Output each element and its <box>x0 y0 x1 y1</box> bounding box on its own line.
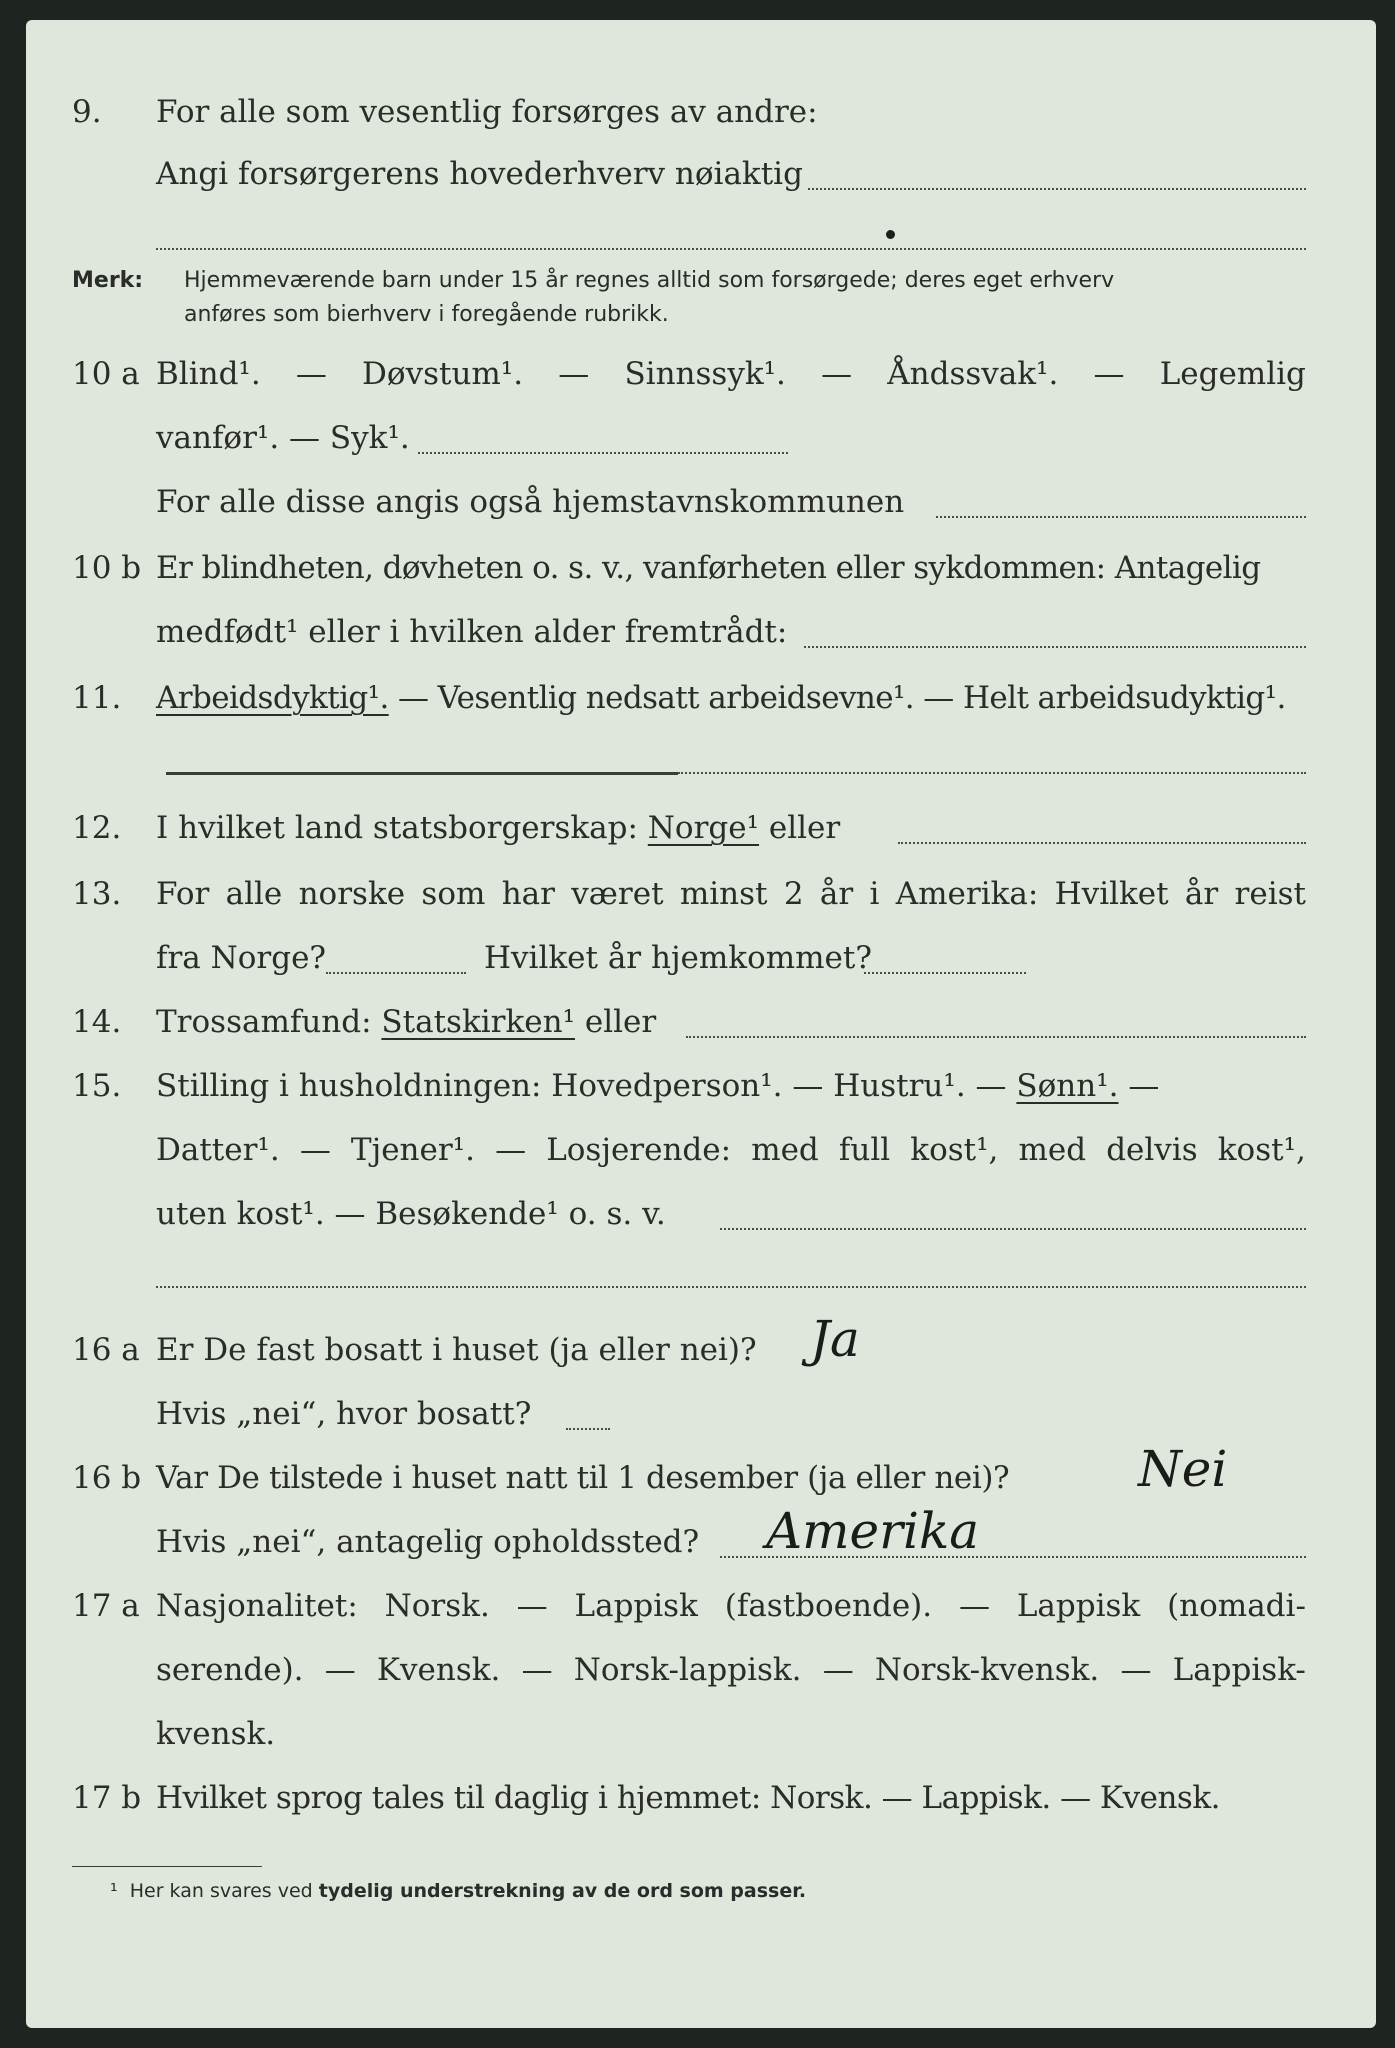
q16b-number: 16 b <box>72 1460 142 1496</box>
q16b-handwritten-answer-1[interactable]: Nei <box>1138 1440 1228 1498</box>
q10b-number: 10 b <box>72 550 142 586</box>
word: Døvstum¹. <box>362 356 524 392</box>
word: Norsk-kvensk. <box>874 1652 1100 1688</box>
q16a-text-1: Er De fast bosatt i huset (ja eller nei)? <box>156 1332 757 1368</box>
footnote-mark: ¹ <box>110 1880 118 1902</box>
q10b-text-1: Er blindheten, døvheten o. s. v., vanførheten eller sykdommen: Antagelig <box>156 550 1261 586</box>
q10b-line2 <box>26 610 1376 670</box>
q10a-kommune-line[interactable] <box>936 516 1306 518</box>
footnote-bold-text: tydelig understrekning av de ord som passer. <box>318 1880 807 1902</box>
word: Lappisk- <box>1172 1652 1306 1688</box>
q9-number: 9. <box>72 94 102 130</box>
form-page <box>26 20 1376 2028</box>
word: — <box>1120 1652 1152 1688</box>
q17b-text-1: Hvilket sprog tales til daglig i hjemmet: Norsk. — Lappisk. — Kvensk. <box>156 1780 1220 1816</box>
q13-text-1 <box>156 876 1306 912</box>
word: full <box>838 1132 891 1168</box>
word: kost¹, <box>910 1132 999 1168</box>
word: som <box>421 876 486 912</box>
word: Lappisk <box>574 1588 698 1624</box>
word: Legemlig <box>1159 356 1306 392</box>
q16b-text-1: Var De tilstede i huset natt til 1 desember (ja eller nei)? <box>156 1460 1010 1496</box>
q9-line2 <box>26 152 1376 212</box>
q10a-answer-line[interactable] <box>418 452 788 454</box>
q15-number: 15. <box>72 1068 122 1104</box>
word: Hvilket <box>1054 876 1169 912</box>
q10a-text-3: For alle disse angis også hjemstavnskommunen <box>156 484 905 520</box>
q16a-handwritten-answer[interactable]: Ja <box>810 1310 860 1368</box>
q9-text-2: Angi forsørgerens hovederhverv nøiaktig <box>156 156 803 192</box>
q12-text <box>156 810 840 846</box>
word: kost¹, <box>1217 1132 1306 1168</box>
q15-text-1b: — <box>1118 1068 1160 1104</box>
q11-answer-line-b[interactable] <box>678 772 1306 774</box>
q12-line <box>26 806 1376 866</box>
q16b-line2 <box>26 1502 1376 1580</box>
word: (nomadi- <box>1167 1588 1306 1624</box>
word: — <box>1093 356 1125 392</box>
q15-answer-line[interactable] <box>720 1228 1306 1230</box>
word: Blind¹. <box>156 356 261 392</box>
word: — <box>516 1588 548 1624</box>
word: Norsk. <box>384 1588 490 1624</box>
q15-text-1a: Stilling i husholdningen: Hovedperson¹. — Hustru¹. — <box>156 1068 1017 1104</box>
q11-line <box>26 676 1376 736</box>
q11-number: 11. <box>72 680 122 716</box>
q11-selected-option[interactable]: Arbeidsdyktig¹. <box>156 680 389 716</box>
word: 2 <box>783 876 804 912</box>
q14-answer-line[interactable] <box>686 1036 1306 1038</box>
word: — <box>958 1588 990 1624</box>
word: Norsk-lappisk. <box>573 1652 802 1688</box>
q10a-text-2: vanfør¹. — Syk¹. <box>156 420 410 456</box>
q10b-text-2: medfødt¹ eller i hvilken alder fremtrådt: <box>156 614 788 650</box>
q16a-text-2: Hvis „nei“, hvor bosatt? <box>156 1396 532 1432</box>
q16a-answer-line[interactable] <box>566 1428 610 1430</box>
word: — <box>295 356 327 392</box>
q13-reist-line[interactable] <box>326 972 466 974</box>
word: Amerika: <box>895 876 1039 912</box>
word: Nasjonalitet: <box>156 1588 358 1624</box>
q11-text <box>156 680 1286 716</box>
word: norske <box>298 876 406 912</box>
q17a-text-2 <box>156 1652 1306 1688</box>
q9-answer-line[interactable] <box>808 188 1306 190</box>
word: været <box>571 876 664 912</box>
q9-line1 <box>26 90 1376 150</box>
q15-text-1 <box>156 1068 1159 1104</box>
word: — <box>521 1652 553 1688</box>
word: — <box>822 1652 854 1688</box>
merk-text-1: Hjemmeværende barn under 15 år regnes alltid som forsørgede; deres eget erhverv <box>184 268 1115 293</box>
q10a-line2 <box>26 416 1376 476</box>
q14-text <box>156 1004 656 1040</box>
q10a-text-1 <box>156 356 1306 392</box>
q16a-line1 <box>26 1310 1376 1388</box>
ink-dot <box>886 230 895 239</box>
q10b-line1 <box>26 546 1376 606</box>
word: Åndssvak¹. <box>887 356 1059 392</box>
word: — <box>299 1132 331 1168</box>
q10a-number: 10 a <box>72 356 140 392</box>
q15-line2 <box>26 1128 1376 1188</box>
word: minst <box>679 876 768 912</box>
q10a-line3 <box>26 480 1376 540</box>
word: alle <box>225 876 283 912</box>
q14-suffix: eller <box>575 1004 657 1040</box>
q17a-line3 <box>26 1712 1376 1772</box>
q13-line2 <box>26 936 1376 996</box>
word: — <box>558 356 590 392</box>
footnote-text: Her kan svares ved <box>129 1880 319 1902</box>
word: med <box>751 1132 819 1168</box>
word: har <box>501 876 555 912</box>
q17a-text-3: kvensk. <box>156 1716 276 1752</box>
word: år <box>1184 876 1219 912</box>
q12-number: 12. <box>72 810 122 846</box>
word: i <box>869 876 880 912</box>
q13-text-2b: Hvilket år hjemkommet? <box>484 940 872 976</box>
word: (fastboende). <box>724 1588 933 1624</box>
merk-text-2: anføres som bierhverv i foregående rubrikk. <box>184 302 669 327</box>
q16b-handwritten-answer-2[interactable]: Amerika <box>766 1502 980 1560</box>
q13-number: 13. <box>72 876 122 912</box>
q15-text-2 <box>156 1132 1306 1168</box>
q17a-number: 17 a <box>72 1588 140 1624</box>
word: — <box>324 1652 356 1688</box>
q17a-text-1 <box>156 1588 1306 1624</box>
q13-text-2a: fra Norge? <box>156 940 327 976</box>
q15-text-3: uten kost¹. — Besøkende¹ o. s. v. <box>156 1196 666 1232</box>
q16b-text-2: Hvis „nei“, antagelig opholdssted? <box>156 1524 700 1560</box>
q12-answer-line[interactable] <box>898 842 1306 844</box>
word: Tjener¹. <box>350 1132 475 1168</box>
q16b-line1 <box>26 1440 1376 1516</box>
q14-line <box>26 1000 1376 1060</box>
footnote-rule <box>72 1866 262 1867</box>
q14-selected-option[interactable]: Statskirken¹ <box>381 1004 575 1040</box>
q14-prefix: Trossamfund: <box>156 1004 382 1040</box>
word: Datter¹. <box>156 1132 280 1168</box>
word: med <box>1018 1132 1087 1168</box>
q11-answer-line-a[interactable] <box>166 772 678 775</box>
word: For <box>156 876 210 912</box>
q10b-answer-line[interactable] <box>804 646 1306 648</box>
footnote <box>110 1880 806 1902</box>
word: delvis <box>1106 1132 1198 1168</box>
q15-line3 <box>26 1192 1376 1252</box>
word: serende). <box>156 1652 304 1688</box>
word: Sinnssyk¹. <box>624 356 786 392</box>
q15-selected-option[interactable]: Sønn¹. <box>1016 1068 1119 1104</box>
q15-answer-line-2[interactable] <box>156 1286 1306 1288</box>
q17b-number: 17 b <box>72 1780 142 1816</box>
q17b-line1 <box>26 1776 1376 1836</box>
q13-hjemkommet-line[interactable] <box>864 972 1026 974</box>
word: Kvensk. <box>376 1652 501 1688</box>
word: Losjerende: <box>546 1132 732 1168</box>
q17a-line2 <box>26 1648 1376 1708</box>
word: — <box>821 356 853 392</box>
q16a-number: 16 a <box>72 1332 140 1368</box>
word: år <box>819 876 854 912</box>
q12-prefix: I hvilket land statsborgerskap: <box>156 810 648 846</box>
q11-rest: — Vesentlig nedsatt arbeidsevne¹. — Helt arbeidsudyktig¹. <box>388 680 1286 716</box>
word: reist <box>1234 876 1306 912</box>
word: — <box>495 1132 527 1168</box>
word: Lappisk <box>1016 1588 1141 1624</box>
q10a-line1 <box>26 352 1376 412</box>
q12-suffix: eller <box>759 810 841 846</box>
q17a-line1 <box>26 1584 1376 1644</box>
q12-selected-option[interactable]: Norge¹ <box>647 810 760 846</box>
q14-number: 14. <box>72 1004 122 1040</box>
q13-line1 <box>26 872 1376 932</box>
q9-text-1: For alle som vesentlig forsørges av andre: <box>156 94 818 130</box>
q15-line1 <box>26 1064 1376 1124</box>
merk-label: Merk: <box>72 268 144 293</box>
q9-answer-line-2[interactable] <box>156 248 1306 250</box>
